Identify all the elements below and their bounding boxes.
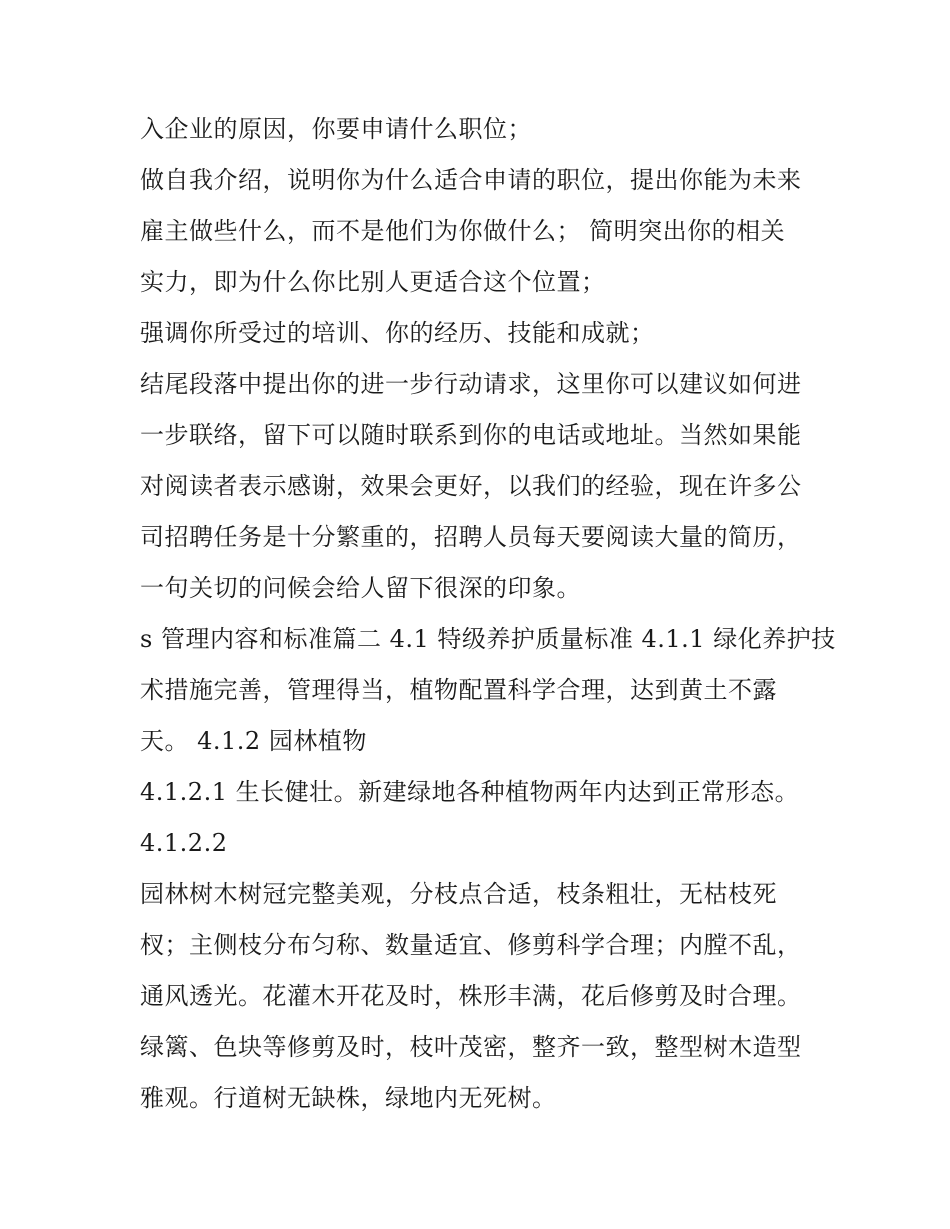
text-line: 强调你所受过的培训、你的经历、技能和成就； bbox=[140, 319, 655, 347]
text-line: 杈；主侧枝分布匀称、数量适宜、修剪科学合理；内膛不乱， bbox=[140, 931, 802, 959]
text-line: 园林树木树冠完整美观，分枝点合适，枝条粗壮，无枯枝死 bbox=[140, 880, 777, 908]
text-line: 做自我介绍，说明你为什么适合申请的职位，提出你能为未来 bbox=[140, 166, 802, 194]
text-line: 绿篱、色块等修剪及时，枝叶茂密，整齐一致，整型树木造型 bbox=[140, 1033, 802, 1061]
text-line: 结尾段落中提出你的进一步行动请求，这里你可以建议如何进 bbox=[140, 370, 802, 398]
body-text bbox=[140, 104, 836, 1124]
text-line: 天。 4.1.2 园林植物 bbox=[140, 727, 367, 755]
text-line: 雇主做些什么，而不是他们为你做什么； 简明突出你的相关 bbox=[140, 217, 786, 245]
text-line: 一步联络，留下可以随时联系到你的电话或地址。当然如果能 bbox=[140, 421, 802, 449]
text-line: 一句关切的问候会给人留下很深的印象。 bbox=[140, 574, 581, 602]
text-line: 实力，即为什么你比别人更适合这个位置； bbox=[140, 268, 606, 296]
text-line: 对阅读者表示感谢，效果会更好，以我们的经验，现在许多公 bbox=[140, 472, 802, 500]
text-line: 入企业的原因，你要申请什么职位； bbox=[140, 115, 532, 143]
text-line: 雅观。行道树无缺株，绿地内无死树。 bbox=[140, 1084, 557, 1112]
text-line: 通风透光。花灌木开花及时，株形丰满，花后修剪及时合理。 bbox=[140, 982, 802, 1010]
text-line: 司招聘任务是十分繁重的，招聘人员每天要阅读大量的简历， bbox=[140, 523, 802, 551]
text-line: 术措施完善，管理得当，植物配置科学合理，达到黄土不露 bbox=[140, 676, 777, 704]
text-line: 4.1.2.1 生长健壮。新建绿地各种植物两年内达到正常形态。 bbox=[140, 778, 800, 806]
text-line: s 管理内容和标准篇二 4.1 特级养护质量标准 4.1.1 绿化养护技 bbox=[140, 625, 836, 653]
text-line: 4.1.2.2 bbox=[140, 829, 228, 857]
